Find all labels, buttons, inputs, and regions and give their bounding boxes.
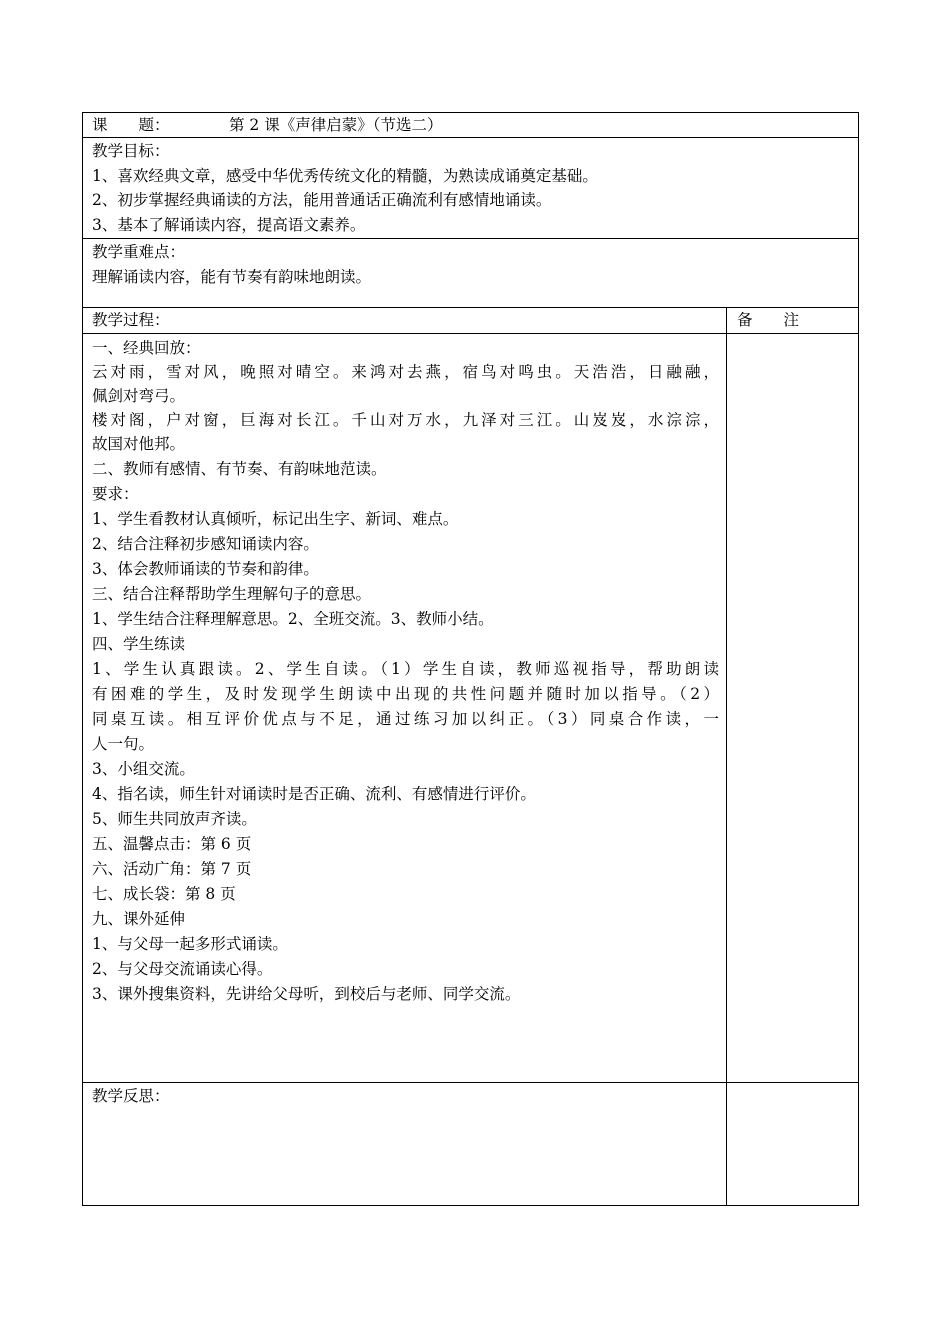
- notes-cell: [727, 334, 858, 1082]
- column-divider: [726, 308, 727, 333]
- process-line: 1、学生结合注释理解意思。2、全班交流。3、教师小结。: [92, 610, 494, 628]
- process-line: 1、学生看教材认真倾听，标记出生字、新词、难点。: [92, 510, 459, 528]
- process-line: 5、师生共同放声齐读。: [92, 810, 257, 828]
- process-line: 同桌互读。相互评价优点与不足，通过练习加以纠正。（3）同桌合作读，一: [92, 710, 719, 728]
- subject-label: 课 题：: [92, 116, 170, 134]
- process-line: 六、活动广角：第 7 页: [92, 860, 252, 878]
- process-line: 4、指名读，师生针对诵读时是否正确、流利、有感情进行评价。: [92, 785, 536, 803]
- process-line: 要求：: [92, 485, 139, 503]
- process-line: 四、学生练读: [92, 635, 186, 653]
- reflection-title: 教学反思：: [92, 1087, 170, 1105]
- process-line: 2、与父母交流诵读心得。: [92, 960, 273, 978]
- process-line: 3、体会教师诵读的节奏和韵律。: [92, 560, 319, 578]
- objective-item: 3、基本了解诵读内容，提高语文素养。: [92, 216, 366, 234]
- process-line: 1、与父母一起多形式诵读。: [92, 935, 288, 953]
- process-line: 云对雨，雪对风，晚照对晴空。来鸿对去燕，宿鸟对鸣虫。天浩浩，日融融，: [92, 363, 719, 381]
- subject-row: [83, 113, 858, 138]
- objective-item: 1、喜欢经典文章，感受中华优秀传统文化的精髓，为熟读成诵奠定基础。: [92, 167, 598, 185]
- process-line: 故国对他邦。: [92, 435, 186, 453]
- notes-label: 备 注: [737, 311, 800, 329]
- process-line: 五、温馨点击：第 6 页: [92, 835, 252, 853]
- objectives-row: [83, 138, 858, 239]
- keypoints-row: [83, 239, 858, 308]
- keypoints-text: 理解诵读内容，能有节奏有韵味地朗读。: [92, 268, 372, 286]
- process-body-row: [83, 334, 858, 1083]
- process-line: 楼对阁，户对窗，巨海对长江。千山对万水，九泽对三江。山岌岌，水淙淙，: [92, 411, 719, 429]
- process-line: 3、小组交流。: [92, 760, 195, 778]
- process-line: 佩剑对弯弓。: [92, 387, 186, 405]
- process-line: 1、学生认真跟读。2、学生自读。（1）学生自读，教师巡视指导，帮助朗读: [92, 660, 719, 678]
- reflection-row: [83, 1083, 858, 1205]
- process-line: 有困难的学生，及时发现学生朗读中出现的共性问题并随时加以指导。（2）: [92, 685, 719, 703]
- subject-value: 第 2 课《声律启蒙》（节选二）: [229, 116, 443, 134]
- process-line: 3、课外搜集资料，先讲给父母听，到校后与老师、同学交流。: [92, 985, 521, 1003]
- lesson-plan-table: [82, 112, 859, 1206]
- objective-item: 2、初步掌握经典诵读的方法，能用普通话正确流利有感情地诵读。: [92, 191, 552, 209]
- process-header-row: [83, 308, 858, 334]
- process-line: 二、教师有感情、有节奏、有韵味地范读。: [92, 460, 387, 478]
- process-line: 九、课外延伸: [92, 910, 186, 928]
- keypoints-title: 教学重难点：: [92, 243, 186, 261]
- process-line: 一、经典回放：: [92, 339, 201, 357]
- process-content: [83, 334, 726, 1082]
- process-line: 三、结合注释帮助学生理解句子的意思。: [92, 585, 372, 603]
- reflection-notes-cell: [727, 1083, 858, 1205]
- objectives-title: 教学目标：: [92, 142, 170, 160]
- process-title: 教学过程：: [92, 311, 170, 329]
- process-line: 七、成长袋：第 8 页: [92, 885, 236, 903]
- process-line: 2、结合注释初步感知诵读内容。: [92, 535, 319, 553]
- process-line: 人一句。: [92, 735, 155, 753]
